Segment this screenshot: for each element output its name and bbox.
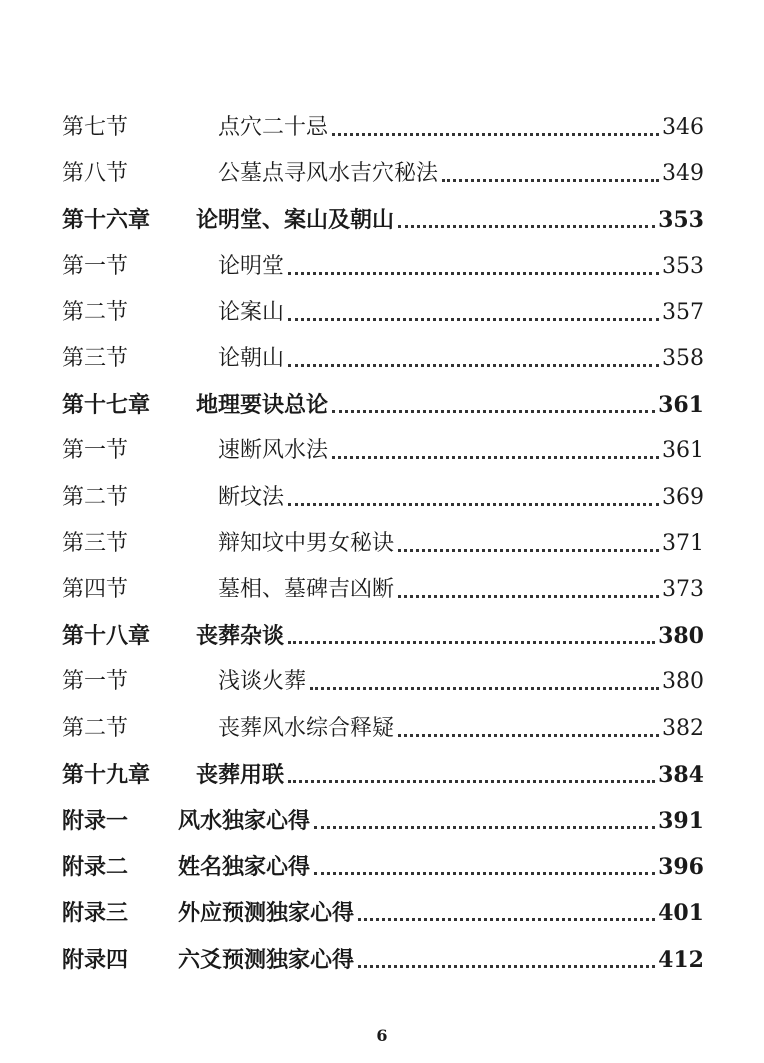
- toc-entry-title: 论案山: [218, 293, 288, 333]
- toc-entry-label: 附录三: [62, 900, 129, 927]
- toc-entry-label: 第十九章: [62, 761, 151, 788]
- toc-entry-title: 速断风水法: [218, 431, 332, 471]
- toc-entry-page: 373: [659, 570, 704, 610]
- toc-entry-label: 第二节: [62, 715, 129, 741]
- dot-leader: [314, 801, 655, 841]
- toc-entry-label: 附录一: [62, 808, 129, 834]
- toc-entry-label: 第七节: [62, 115, 129, 140]
- toc-entry-page: 349: [659, 154, 704, 194]
- toc-section-row: [0, 662, 764, 702]
- toc-entry-label: 第一节: [62, 669, 129, 695]
- toc-entry-page: 353: [659, 247, 704, 287]
- toc-chapter-row: [0, 385, 764, 425]
- toc-entry-title: 丧葬用联: [196, 755, 288, 795]
- toc-section-row: [0, 339, 764, 379]
- dot-leader: [358, 893, 655, 933]
- toc-chapter-row: [0, 200, 764, 240]
- dot-leader: [398, 524, 659, 564]
- toc-entry-label: 第二节: [62, 484, 129, 510]
- toc-entry-title: 浅谈火葬: [218, 662, 310, 702]
- toc-entry-page: 412: [655, 940, 704, 980]
- toc-section-row: [0, 247, 764, 287]
- dot-leader: [288, 478, 659, 518]
- toc-entry-title: 断坟法: [218, 478, 288, 518]
- dot-leader: [288, 339, 659, 379]
- dot-leader: [332, 431, 659, 471]
- toc-entry-label: 第三节: [62, 530, 129, 556]
- toc-entry-title: 丧葬风水综合释疑: [218, 709, 398, 749]
- toc-entry-title: 地理要诀总论: [196, 385, 332, 425]
- dot-leader: [398, 200, 655, 240]
- toc-entry-label: 附录四: [62, 946, 129, 973]
- toc-entry-title: 公墓点寻风水吉穴秘法: [218, 154, 442, 194]
- toc-entry-page: 357: [659, 293, 704, 333]
- toc-appendix-row: [0, 801, 764, 841]
- toc-entry-label: 第三节: [62, 346, 129, 371]
- toc-entry-page: 369: [659, 478, 704, 518]
- toc-entry-page: 361: [659, 431, 704, 471]
- dot-leader: [288, 755, 655, 795]
- toc-entry-page: 358: [659, 339, 704, 379]
- toc-entry-page: 384: [655, 755, 704, 795]
- toc-entry-title: 墓相、墓碑吉凶断: [218, 570, 398, 610]
- dot-leader: [332, 108, 659, 148]
- toc-appendix-row: [0, 940, 764, 980]
- dot-leader: [358, 940, 655, 980]
- toc-section-row: [0, 154, 764, 194]
- toc-section-row: [0, 431, 764, 471]
- toc-entry-label: 第十七章: [62, 392, 151, 419]
- toc-entry-title: 风水独家心得: [178, 801, 314, 841]
- toc-section-row: [0, 478, 764, 518]
- toc-entry-page: 353: [655, 200, 704, 240]
- page-number: 6: [376, 1026, 388, 1045]
- toc-section-row: [0, 108, 764, 148]
- toc-entry-label: 第十八章: [62, 623, 151, 650]
- toc-entry-page: 361: [655, 385, 704, 425]
- toc-chapter-row: [0, 755, 764, 795]
- dot-leader: [398, 709, 659, 749]
- dot-leader: [288, 293, 659, 333]
- toc-entry-label: 第十六章: [62, 207, 151, 234]
- toc-entry-page: 396: [655, 847, 704, 887]
- toc-entry-label: 第二节: [62, 299, 129, 325]
- toc-section-row: [0, 524, 764, 564]
- toc-section-row: [0, 570, 764, 610]
- dot-leader: [288, 247, 659, 287]
- toc-section-row: [0, 293, 764, 333]
- toc-entry-title: 六爻预测独家心得: [178, 940, 358, 980]
- dot-leader: [288, 616, 655, 656]
- toc-chapter-row: [0, 616, 764, 656]
- toc-entry-title: 丧葬杂谈: [196, 616, 288, 656]
- toc-appendix-row: [0, 893, 764, 933]
- dot-leader: [442, 154, 659, 194]
- toc-entry-label: 第一节: [62, 438, 129, 464]
- toc-entry-title: 辩知坟中男女秘诀: [218, 524, 398, 564]
- toc-entry-page: 380: [655, 616, 704, 656]
- dot-leader: [398, 570, 659, 610]
- toc-entry-title: 论明堂: [218, 247, 288, 287]
- toc-entry-label: 第八节: [62, 161, 129, 187]
- dot-leader: [332, 385, 655, 425]
- toc-entry-page: 380: [659, 662, 704, 702]
- toc-entry-label: 附录二: [62, 854, 129, 881]
- toc-entry-title: 外应预测独家心得: [178, 893, 358, 933]
- toc-entry-label: 第四节: [62, 577, 129, 602]
- dot-leader: [314, 847, 655, 887]
- toc-entry-page: 391: [655, 801, 704, 841]
- toc-entry-title: 姓名独家心得: [178, 847, 314, 887]
- toc-section-row: [0, 709, 764, 749]
- toc-entry-title: 点穴二十忌: [218, 108, 332, 148]
- toc-entry-title: 论明堂、案山及朝山: [196, 200, 398, 240]
- toc-entry-page: 401: [655, 893, 704, 933]
- toc-entry-page: 346: [659, 108, 704, 148]
- toc-entry-page: 382: [659, 709, 704, 749]
- toc-entry-label: 第一节: [62, 253, 129, 279]
- toc-appendix-row: [0, 847, 764, 887]
- toc-entry-page: 371: [659, 524, 704, 564]
- dot-leader: [310, 662, 659, 702]
- toc-entry-title: 论朝山: [218, 339, 288, 379]
